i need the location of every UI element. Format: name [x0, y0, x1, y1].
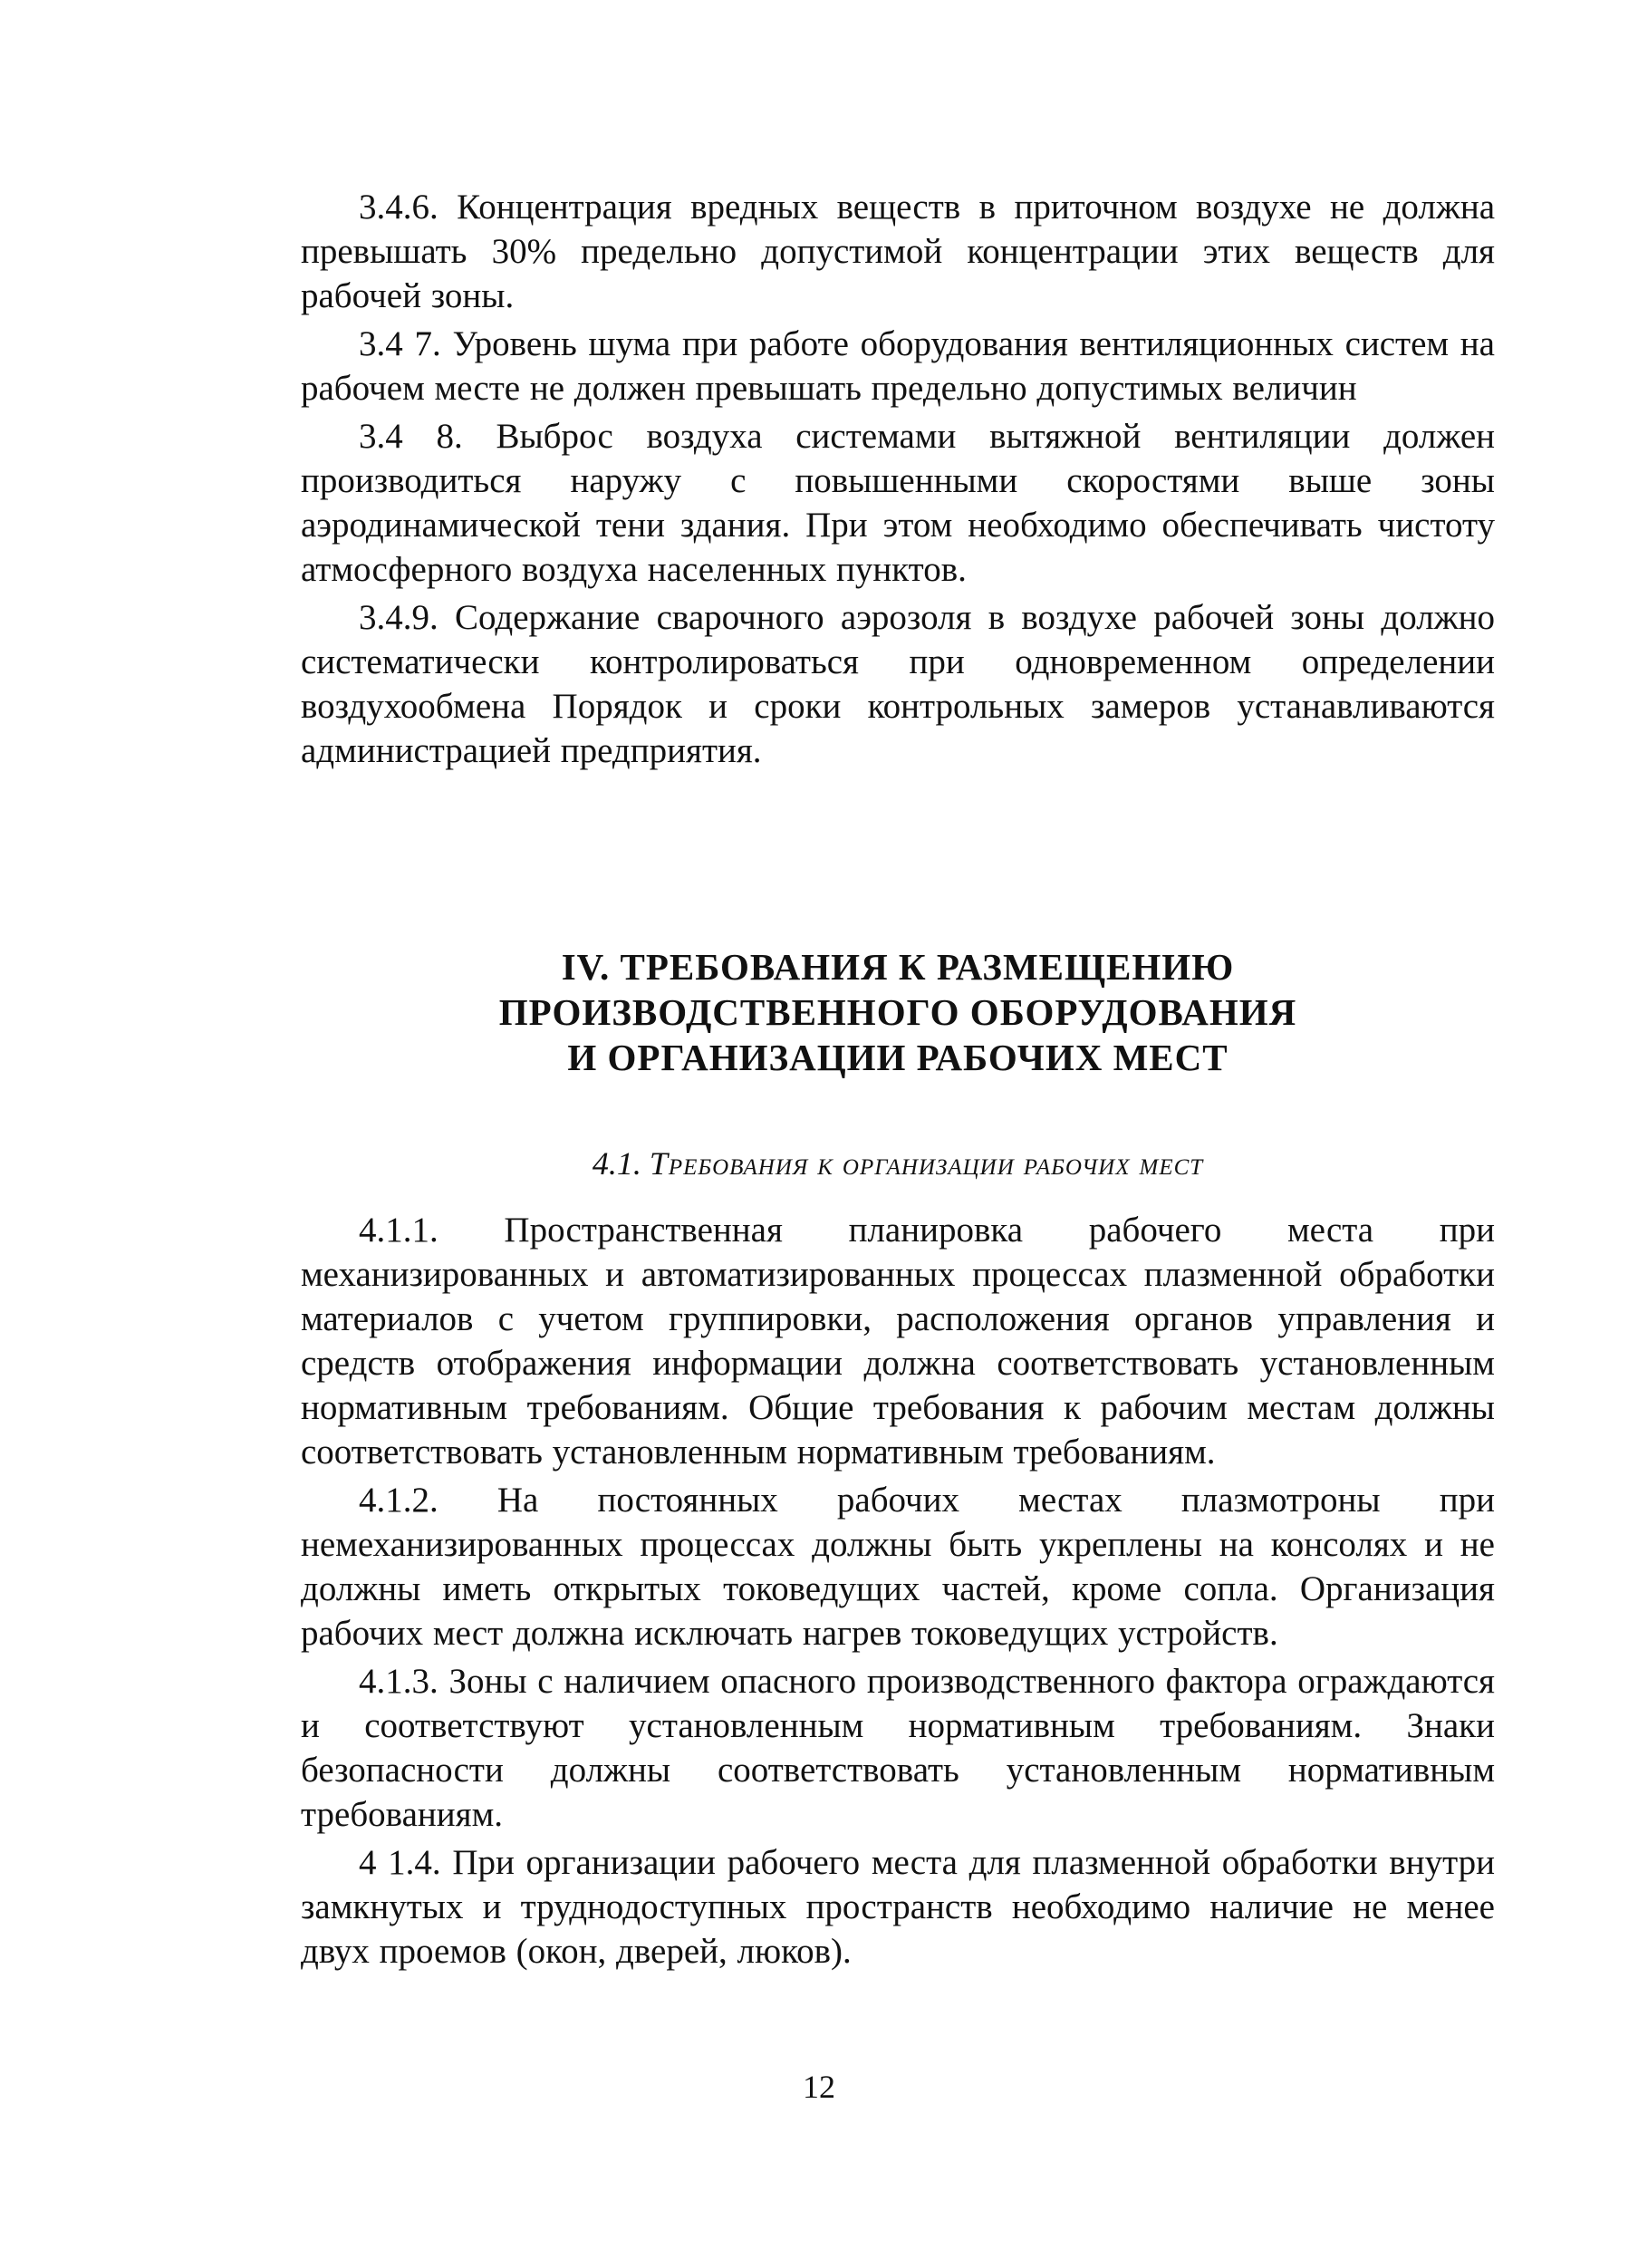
section-heading-line-2: ПРОИЗВОДСТВЕННОГО ОБОРУДОВАНИЯ	[498, 991, 1297, 1033]
page-number: 12	[803, 2069, 835, 2105]
paragraph-3-4-9: 3.4.9. Содержание сварочного аэрозоля в воздухе рабочей зоны должно систематически контролироваться при одновременном определении воздухообмена Порядок и сроки контрольных замеров устанавливаются администрацией предприятия.	[301, 598, 1495, 770]
subsection-number: 4.1.	[592, 1145, 641, 1182]
section-heading-line-1: IV. ТРЕБОВАНИЯ К РАЗМЕЩЕНИЮ	[561, 946, 1235, 988]
paragraph-4-1-2: 4.1.2. На постоянных рабочих местах плазмотроны при немеханизированных процессах должны быть укреплены на консолях и не должны иметь открытых токоведущих частей, кроме сопла. Организация рабочих мест должна исключать нагрев токоведущих устройств.	[301, 1481, 1495, 1653]
section-heading-line-3: И ОРГАНИЗАЦИИ РАБОЧИХ МЕСТ	[567, 1037, 1228, 1078]
paragraph-4-1-1: 4.1.1. Пространственная планировка рабочего места при механизированных и автоматизированных процессах плазменной обработки материалов с учетом группировки, расположения органов управления и средств отображения информации должна соответствовать установленным нормативным требованиям. Общие требования к рабочим местам должны соответствовать установленным нормативным требованиям.	[301, 1211, 1495, 1472]
subsection-4-1-heading	[301, 1144, 1495, 1183]
section-3-4-text	[301, 185, 1495, 773]
paragraph-3-4-6: 3.4.6. Концентрация вредных веществ в приточном воздухе не должна превышать 30% предельно допустимой концентрации этих веществ для рабочей зоны.	[301, 188, 1495, 315]
paragraph-4-1-4: 4 1.4. При организации рабочего места для плазменной обработки внутри замкнутых и труднодоступных пространств необходимо наличие не менее двух проемов (окон, дверей, люков).	[301, 1843, 1495, 1971]
paragraph-3-4-7: 3.4 7. Уровень шума при работе оборудования вентиляционных систем на рабочем месте не должен превышать предельно допустимых величин	[301, 324, 1495, 408]
section-iv-heading	[301, 944, 1495, 1080]
section-4-1-text	[301, 1208, 1495, 1974]
paragraph-3-4-8: 3.4 8. Выброс воздуха системами вытяжной вентиляции должен производиться наружу с повышенными скоростями выше зоны аэродинамической тени здания. При этом необходимо обеспечивать чистоту атмосферного воздуха населенных пунктов.	[301, 417, 1495, 589]
paragraph-4-1-3: 4.1.3. Зоны с наличием опасного производственного фактора ограждаются и соответствуют установленным нормативным требованиям. Знаки безопасности должны соответствовать установленным нормативным требованиям.	[301, 1662, 1495, 1834]
subsection-title: Требования к организации рабочих мест	[649, 1145, 1204, 1182]
